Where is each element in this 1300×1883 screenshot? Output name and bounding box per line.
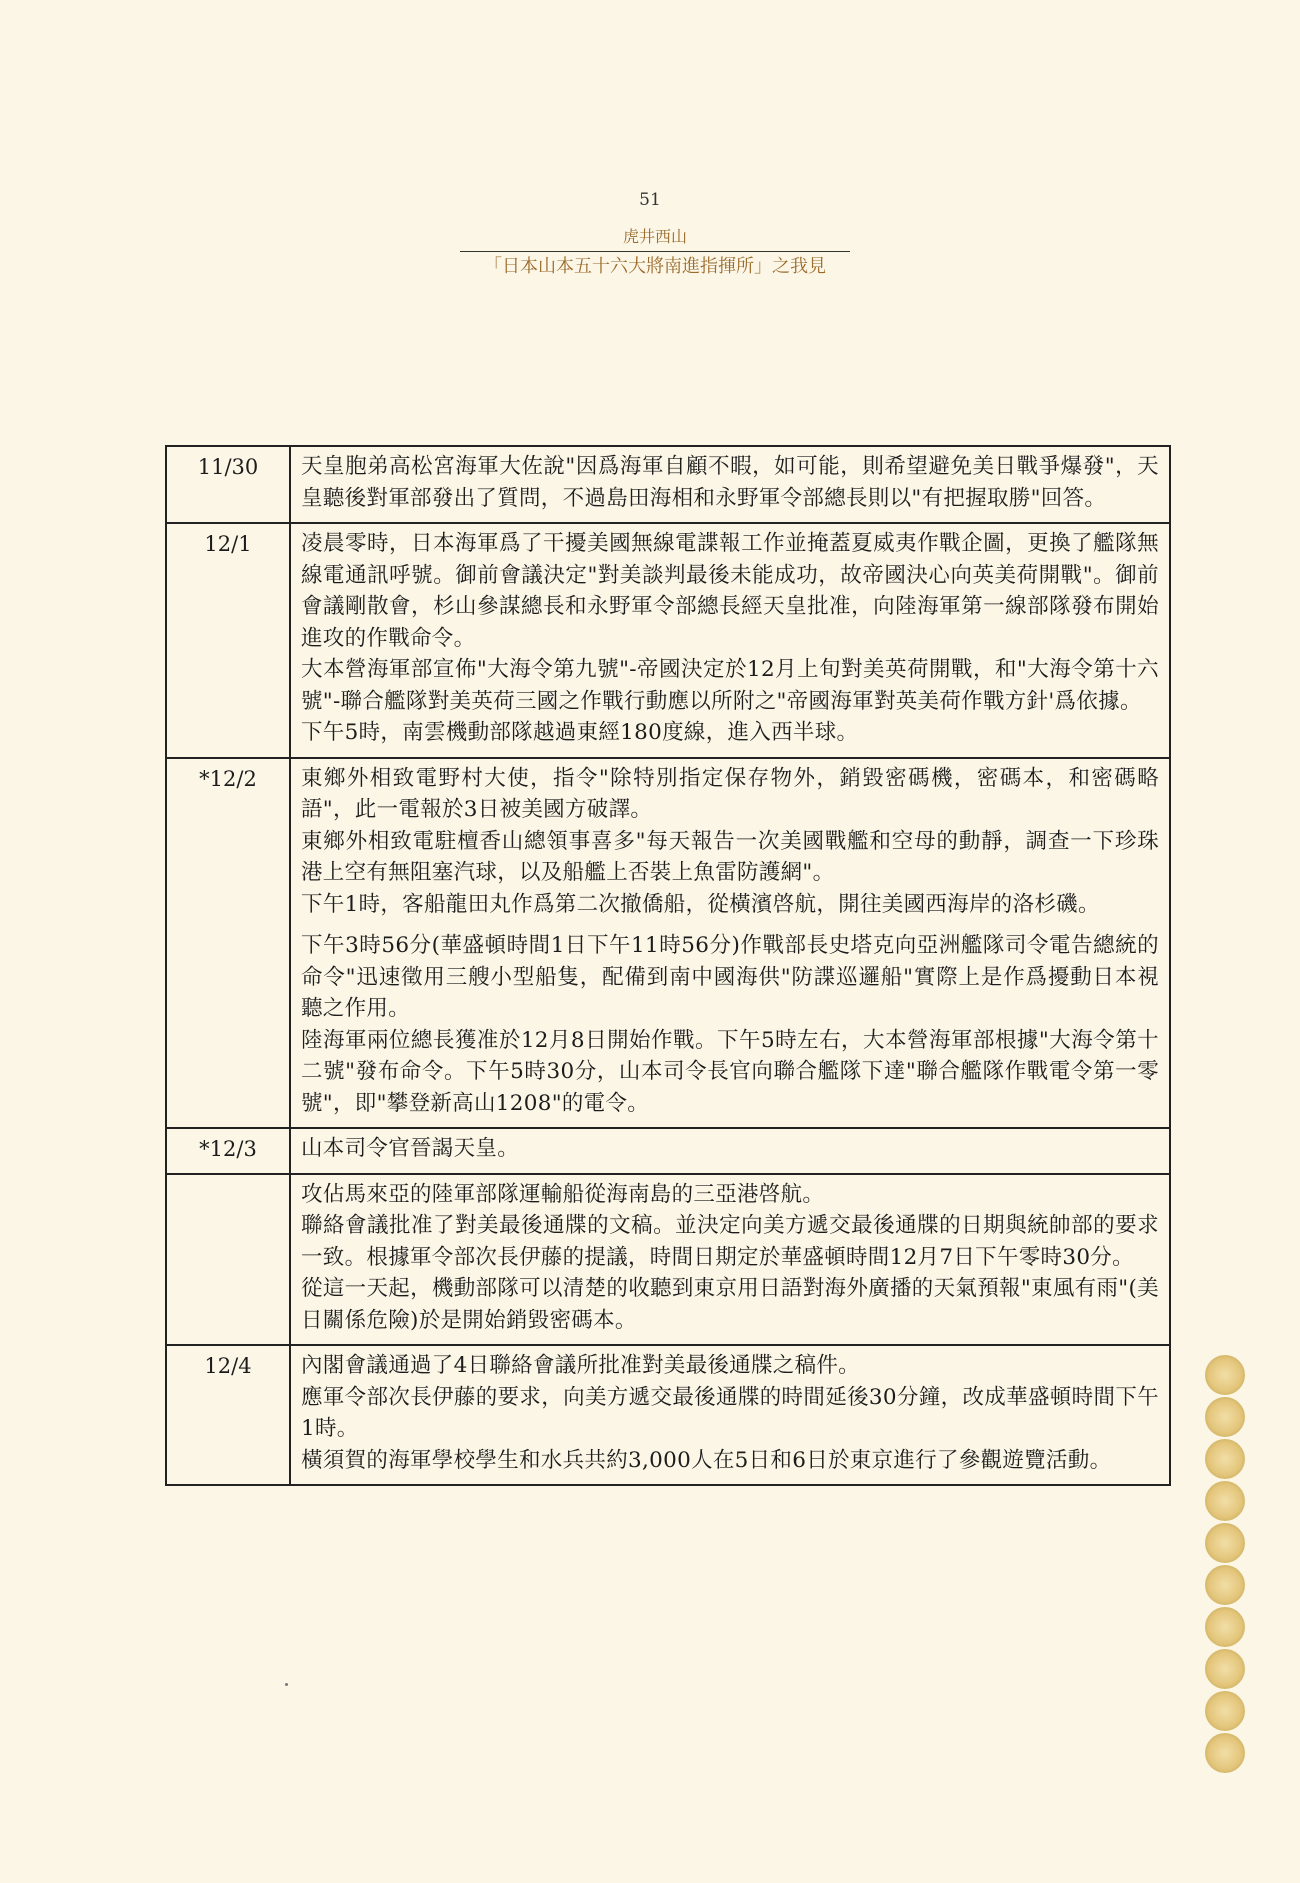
timeline-row <box>167 1129 1169 1175</box>
event-text: 下午3時56分(華盛頓時間1日下午11時56分)作戰部長史塔克向亞洲艦隊司令電告總統的命令"迅速徵用三艘小型船隻，配備到南中國海供"防諜巡邏船"實際上是作爲擾動日本視聽之作用。 <box>301 933 1159 1021</box>
event-text: 橫須賀的海軍學校學生和水兵共約3,000人在5日和6日於東京進行了參觀遊覽活動。 <box>301 1447 1112 1473</box>
event-text: 陸海軍兩位總長獲准於12月8日開始作戰。下午5時左右，大本營海軍部根據"大海令第十二號"發布命令。下午5時30分，山本司令長官向聯合艦隊下達"聯合艦隊作戰電令第一零號"，即"攀登新高山1208"的電令。 <box>301 1027 1159 1116</box>
ornament-circle <box>1205 1397 1245 1437</box>
event-text: 聯絡會議批准了對美最後通牒的文稿。並決定向美方遞交最後通牒的日期與統帥部的要求一致。根據軍令部次長伊藤的提議，時間日期定於華盛頓時間12月7日下午零時30分。 <box>301 1213 1159 1270</box>
event-text: 內閣會議通過了4日聯絡會議所批准對美最後通牒之稿件。 <box>301 1353 860 1378</box>
event-text: 山本司令官晉謁天皇。 <box>301 1136 520 1161</box>
header-author: 虎井西山 <box>460 226 850 252</box>
event-text: 大本營海軍部宣佈"大海令第九號"-帝國決定於12月上旬對美英荷開戰，和"大海令第十六號"-聯合艦隊對美英荷三國之作戰行動應以所附之"帝國海軍對英美荷作戰方針'爲依據。 <box>301 657 1159 714</box>
event-cell <box>291 759 1169 1128</box>
event-text: 凌晨零時，日本海軍爲了干擾美國無線電諜報工作並掩蓋夏威夷作戰企圖，更換了艦隊無線電通訊呼號。御前會議決定"對美談判最後未能成功，故帝國決心向英美荷開戰"。御前會議剛散會，杉山參謀總長和永野軍令部總長經天皇批准，向陸海軍第一線部隊發布開始進攻的作戰命令。 <box>301 531 1159 651</box>
timeline-row <box>167 524 1169 759</box>
ornament-circle <box>1205 1355 1245 1395</box>
ornament-circle <box>1205 1607 1245 1647</box>
event-cell <box>291 447 1169 522</box>
timeline-row <box>167 759 1169 1130</box>
page-number: 51 <box>639 190 661 210</box>
event-cell <box>291 1129 1169 1173</box>
date-cell: *12/3 <box>167 1129 291 1173</box>
ornament-circle <box>1205 1439 1245 1479</box>
date-cell <box>167 1175 291 1345</box>
ornament-circle <box>1205 1523 1245 1563</box>
ornament-circle <box>1205 1691 1245 1731</box>
date-cell: 12/1 <box>167 524 291 757</box>
event-text: 下午5時，南雲機動部隊越過東經180度線，進入西半球。 <box>301 720 859 745</box>
timeline-table <box>165 445 1171 1486</box>
ornament-circle <box>1205 1565 1245 1605</box>
date-cell: *12/2 <box>167 759 291 1128</box>
scan-speck <box>285 1683 288 1686</box>
event-cell <box>291 1346 1169 1484</box>
event-text: 從這一天起，機動部隊可以清楚的收聽到東京用日語對海外廣播的天氣預報"東風有雨"(美日關係危險)於是開始銷毀密碼本。 <box>301 1276 1159 1333</box>
event-text: 攻佔馬來亞的陸軍部隊運輸船從海南島的三亞港啓航。 <box>301 1181 825 1207</box>
event-text: 應軍令部次長伊藤的要求，向美方遞交最後通牒的時間延後30分鐘，改成華盛頓時間下午1時。 <box>301 1384 1159 1441</box>
ornament-circle <box>1205 1481 1245 1521</box>
timeline-row <box>167 1346 1169 1484</box>
event-text: 天皇胞弟高松宮海軍大佐說"因爲海軍自顧不暇，如可能，則希望避免美日戰爭爆發"，天皇聽後對軍部發出了質問，不過島田海相和永野軍令部總長則以"有把握取勝"回答。 <box>301 454 1159 511</box>
date-cell: 11/30 <box>167 447 291 522</box>
date-cell: 12/4 <box>167 1346 291 1484</box>
ornament-circle <box>1205 1733 1245 1773</box>
event-text: 下午1時，客船龍田丸作爲第二次撤僑船，從橫濱啓航，開往美國西海岸的洛杉磯。 <box>301 891 1100 917</box>
header-title: 「日本山本五十六大將南進指揮所」之我見 <box>484 256 826 277</box>
ornament-circle <box>1205 1649 1245 1689</box>
timeline-row <box>167 447 1169 524</box>
event-cell <box>291 524 1169 757</box>
timeline-row <box>167 1175 1169 1347</box>
running-header <box>460 226 850 280</box>
event-text: 東鄉外相致電野村大使，指令"除特別指定保存物外，銷毀密碼機，密碼本，和密碼略語"，此一電報於3日被美國方破譯。 <box>301 765 1159 822</box>
event-text: 東鄉外相致電駐檀香山總領事喜多"每天報告一次美國戰艦和空母的動靜，調查一下珍珠港上空有無阻塞汽球，以及船艦上否裝上魚雷防護網"。 <box>301 828 1159 885</box>
decorative-border-ornament <box>1203 1355 1247 1775</box>
event-cell <box>291 1175 1169 1345</box>
